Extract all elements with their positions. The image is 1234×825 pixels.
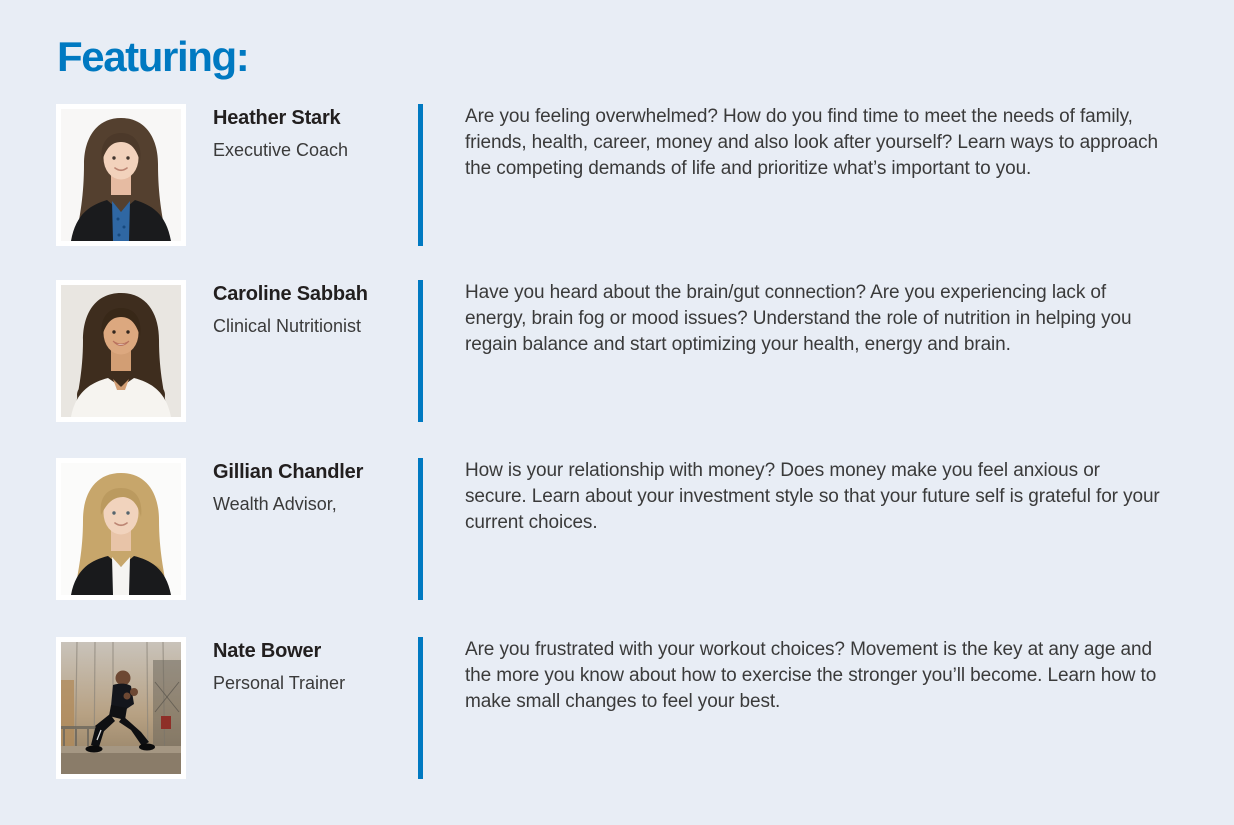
speaker-name: Gillian Chandler bbox=[213, 461, 364, 483]
portrait-illustration bbox=[61, 463, 181, 595]
vertical-divider bbox=[418, 458, 423, 600]
speaker-description: Are you frustrated with your workout choices? Movement is the key at any age and the more you know about how to exercise the stronger you’ll become. Learn how to make small changes to feel your best. bbox=[465, 639, 1157, 712]
speaker-description: How is your relationship with money? Does money make you feel anxious or secure. Learn about your investment style so that your future self is grateful for your current choices. bbox=[465, 460, 1160, 533]
speaker-name: Caroline Sabbah bbox=[213, 283, 368, 305]
speaker-description: Are you feeling overwhelmed? How do you find time to meet the needs of family, friends, health, career, money and also look after yourself? Learn ways to approach the competing demands of life and prioritize what’s important to you. bbox=[465, 106, 1158, 179]
speaker-photo bbox=[56, 637, 186, 779]
speaker-photo bbox=[56, 280, 186, 422]
speaker-info bbox=[213, 280, 408, 338]
speaker-row bbox=[56, 104, 1190, 246]
speaker-row bbox=[56, 458, 1190, 600]
speaker-info bbox=[213, 104, 408, 162]
speaker-info bbox=[213, 458, 408, 516]
speaker-title: Wealth Advisor, bbox=[213, 494, 337, 514]
speaker-photo bbox=[56, 458, 186, 600]
speaker-title: Executive Coach bbox=[213, 140, 349, 160]
speaker-row bbox=[56, 637, 1190, 779]
speaker-photo bbox=[56, 104, 186, 246]
vertical-divider bbox=[418, 637, 423, 779]
speaker-title: Clinical Nutritionist bbox=[213, 316, 362, 336]
speaker-info bbox=[213, 637, 408, 695]
speaker-description: Have you heard about the brain/gut connection? Are you experiencing lack of energy, brain fog or mood issues? Understand the role of nutrition in helping you regain balance and start optimizing your health, energy and brain. bbox=[465, 282, 1132, 355]
speaker-row bbox=[56, 280, 1190, 422]
portrait-illustration bbox=[61, 642, 181, 774]
vertical-divider bbox=[418, 280, 423, 422]
portrait-illustration bbox=[61, 109, 181, 241]
speaker-name: Nate Bower bbox=[213, 640, 322, 662]
vertical-divider bbox=[418, 104, 423, 246]
speaker-title: Personal Trainer bbox=[213, 673, 346, 693]
page-title: Featuring: bbox=[57, 33, 249, 80]
speaker-name: Heather Stark bbox=[213, 107, 341, 129]
portrait-illustration bbox=[61, 285, 181, 417]
